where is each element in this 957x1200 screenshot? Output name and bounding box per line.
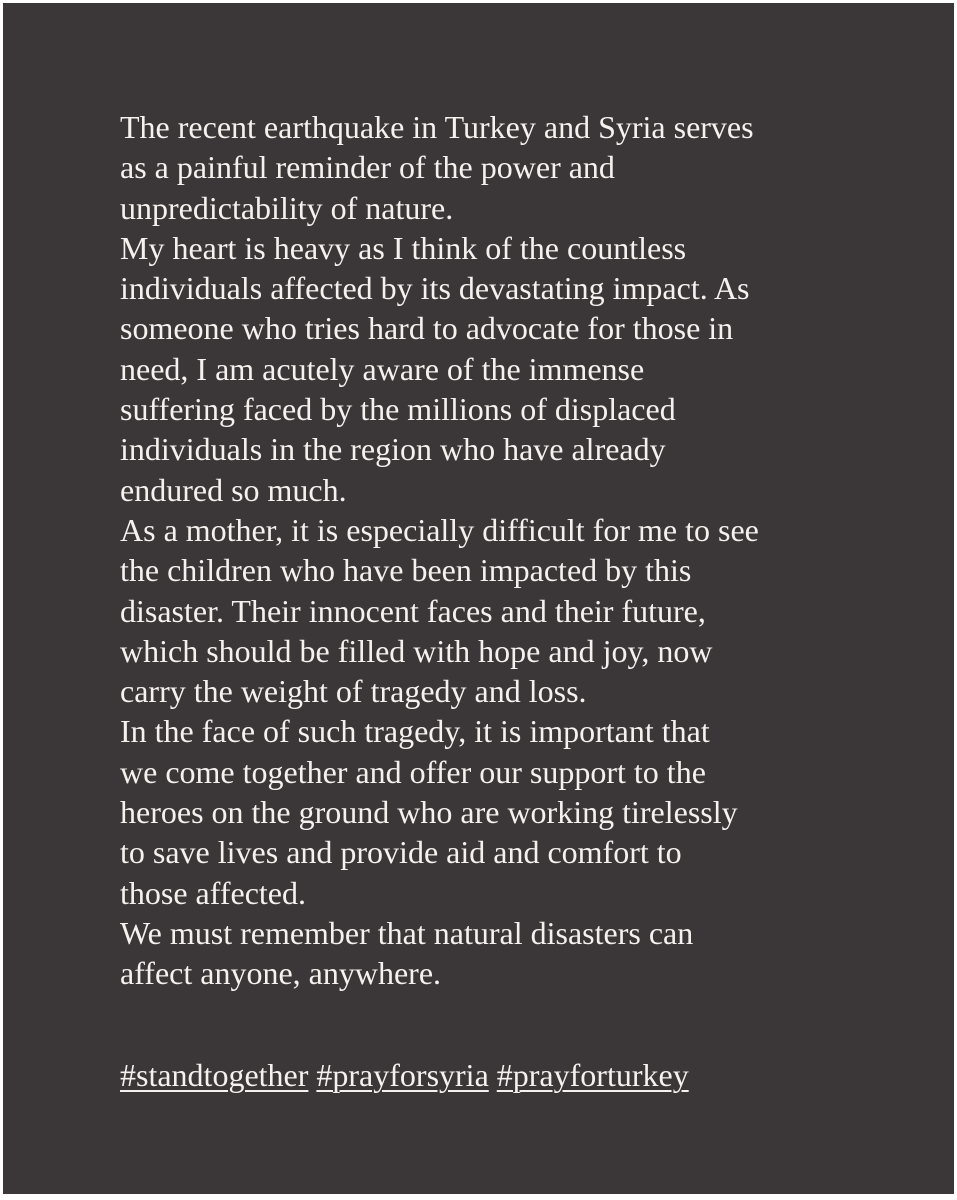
post-card [3, 3, 954, 1194]
post-text [120, 107, 900, 994]
post-line: heroes on the ground who are working tirelessly [120, 794, 738, 831]
post-line: affect anyone, anywhere. [120, 955, 442, 992]
post-line: those affected. [120, 874, 306, 911]
post-line: individuals in the region who have already [120, 431, 666, 468]
post-line: My heart is heavy as I think of the countless [120, 229, 687, 266]
post-line: unpredictability of nature. [120, 189, 454, 226]
post-line: The recent earthquake in Turkey and Syria serves [120, 109, 754, 145]
post-line: We must remember that natural disasters can [120, 914, 694, 951]
post-line: disaster. Their innocent faces and their future, [120, 592, 706, 629]
post-line: we come together and offer our support to the [120, 753, 706, 790]
post-line: need, I am acutely aware of the immense [120, 350, 645, 387]
post-line: carry the weight of tragedy and loss. [120, 673, 587, 710]
hashtag-prayforturkey-link[interactable]: #prayforturkey [496, 1057, 689, 1093]
post-line: In the face of such tragedy, it is important that [120, 713, 710, 750]
post-line: which should be filled with hope and joy, now [120, 632, 713, 669]
post-line: individuals affected by its devastating impact. As [120, 270, 750, 307]
post-line: endured so much. [120, 471, 347, 508]
post-line: As a mother, it is especially difficult for me to see [120, 511, 759, 548]
hashtag-standtogether-link[interactable]: #standtogether [120, 1057, 309, 1093]
post-line: someone who tries hard to advocate for those in [120, 310, 734, 347]
post-line: the children who have been impacted by this [120, 552, 692, 589]
hashtag-row [120, 1055, 689, 1095]
hashtag-prayforsyria-link[interactable]: #prayforsyria [316, 1057, 489, 1093]
post-line: as a painful reminder of the power and [120, 149, 615, 186]
post-line: to save lives and provide aid and comfort to [120, 834, 682, 871]
post-line: suffering faced by the millions of displaced [120, 391, 676, 428]
